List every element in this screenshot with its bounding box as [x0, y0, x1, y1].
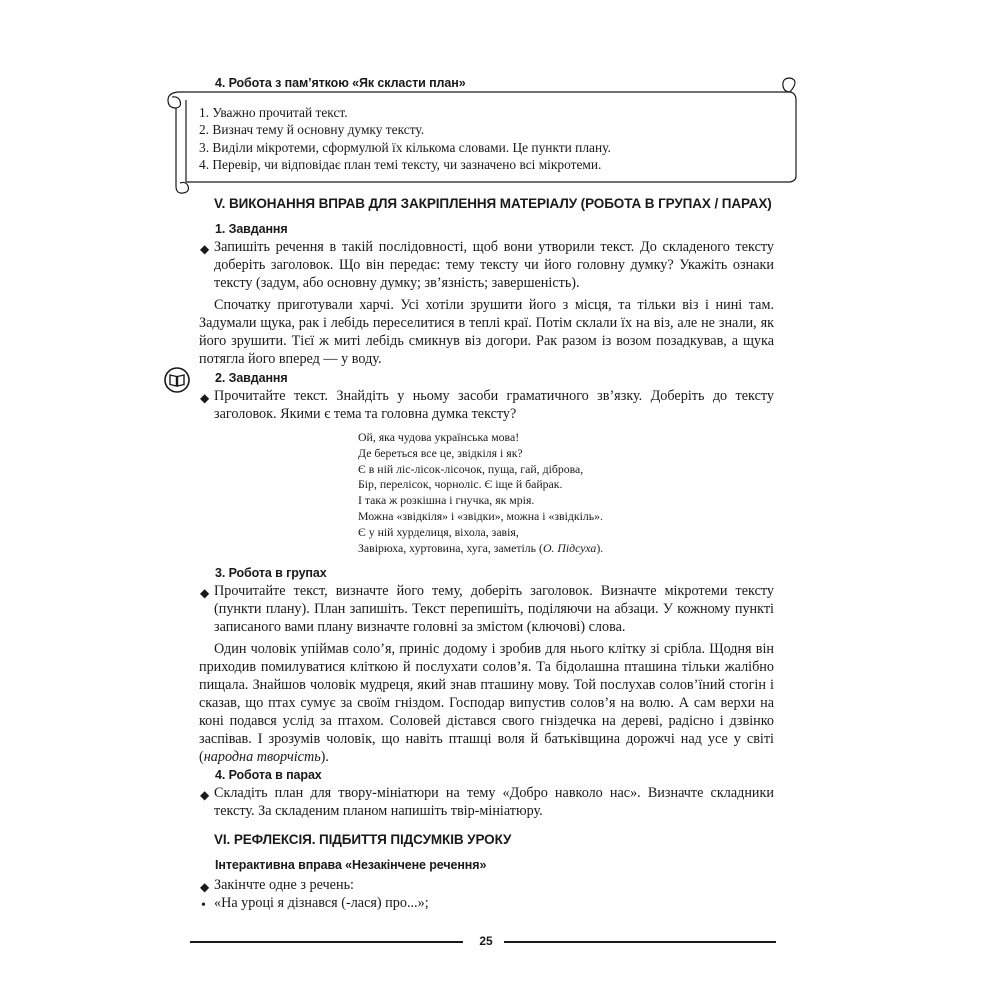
- poem-author: О. Підсуха: [542, 540, 597, 555]
- dot-bullet-icon: •: [201, 898, 206, 913]
- section-6-title: VI. РЕФЛЕКСІЯ. ПІДБИТТЯ ПІДСУМКІВ УРОКУ: [214, 832, 512, 847]
- memo-item: 4. Перевір, чи відповідає план темі тексту, чи зазначено всі мікротеми.: [199, 156, 602, 172]
- poem-line: Можна «звідкіля» і «звідки», можна і «звідкіль».: [358, 508, 603, 523]
- task2-heading: 2. Завдання: [215, 371, 288, 385]
- task3-instruction: Прочитайте текст, визначте його тему, доберіть заголовок. Визначте мікротеми тексту (пункти плану). План запишіть. Текст перепишіть, поділяючи на абзаци. У кожному пункті записаного вами плану визначте головні за змістом (ключові) слова.: [214, 583, 774, 635]
- diamond-bullet-icon: ◆: [200, 586, 210, 600]
- section-5-title: V. ВИКОНАННЯ ВПРАВ ДЛЯ ЗАКРІПЛЕННЯ МАТЕРІАЛУ (РОБОТА В ГРУПАХ / ПАРАХ): [214, 196, 772, 211]
- task2-instruction: Прочитайте текст. Знайдіть у ньому засоби граматичного зв’язку. Доберіть до тексту заголовок. Якими є тема та головна думка тексту?: [214, 388, 774, 422]
- poem: [358, 430, 603, 556]
- task4-heading: 4. Робота в парах: [215, 768, 322, 782]
- task3-text-source: народна творчість: [203, 749, 321, 765]
- task3-text-end: ).: [320, 749, 329, 765]
- poem-last-text: Завірюха, хуртовина, хуга, заметіль (: [358, 540, 543, 555]
- diamond-bullet-icon: ◆: [200, 242, 210, 256]
- poem-line: Є в ній ліс-лісок-лісочок, пуща, гай, діброва,: [358, 461, 584, 476]
- poem-end: ).: [596, 540, 604, 555]
- task3-text: [199, 640, 774, 766]
- section6-bullet: «На уроці я дізнався (-лася) про...»;: [214, 895, 429, 911]
- footer-rule-right: [504, 941, 776, 943]
- poem-line-last: [358, 541, 603, 557]
- footer-rule-left: [190, 941, 463, 943]
- page-number: 25: [479, 934, 493, 948]
- memo-heading: 4. Робота з пам’яткою «Як скласти план»: [215, 76, 466, 90]
- diamond-bullet-icon: ◆: [200, 788, 210, 802]
- memo-list: [199, 104, 789, 173]
- task4-instruction: Складіть план для твору-мініатюри на тему «Добро навколо нас». Визначте складники тексту. За складеним планом напишіть твір-мініатюру.: [214, 785, 774, 819]
- poem-line: Ой, яка чудова українська мова!: [358, 430, 520, 444]
- task1-text: Спочатку приготували харчі. Усі хотіли зрушити його з місця, та тільки віз і нині там. Задумали щука, рак і лебідь переселитися в теплі краї. Потім склали їх на віз, але не знали, як його зрушити. Тієї ж миті лебідь смикнув віз догори. Рак разом із возом позадкував, а щука потягла його вперед — у воду.: [199, 297, 774, 367]
- memo-item: 1. Уважно прочитай текст.: [199, 105, 348, 120]
- section6-bullet: Закінчте одне з речень:: [214, 877, 354, 893]
- diamond-bullet-icon: ◆: [200, 880, 210, 894]
- task3-heading: 3. Робота в групах: [215, 566, 327, 580]
- poem-line: Є у ній хурделиця, віхола, завія,: [358, 524, 519, 539]
- open-book-icon: [164, 367, 190, 393]
- memo-item: 3. Виділи мікротеми, сформулюй їх кількома словами. Це пункти плану.: [199, 139, 611, 155]
- task3-text-body: Один чоловік упіймав соло’я, приніс додому і зробив для нього клітку зі срібла. Щодня він приходив помилуватися кліткою й послухати солов’я. Та бідолашна пташина тільки жалібно пищала. Знайшов чоловік мудреця, який знав пташину мову. Той послухав солов’їний стогін і сказав, що птах сумує за своїм гніздом. Господар випустив солов’я на волю. А сам верхи на коні подався услід за птахом. Соловей дістався свого гніздечка на дереві, радісно і дзвінко заспівав. І зрозумів чоловік, що навіть пташці воля й батьківщина дорожчі над усе у світі (: [199, 641, 774, 765]
- task1-instruction: Запишіть речення в такій послідовності, щоб вони утворили текст. До складеного тексту доберіть заголовок. Що він передає: тему тексту чи його головну думку? Укажіть ознаки тексту (задум, або основну думку; зв’язність; завершеність).: [214, 239, 774, 291]
- poem-line: І така ж розкішна і гнучка, як мрія.: [358, 493, 535, 508]
- memo-item: 2. Визнач тему й основну думку тексту.: [199, 122, 425, 138]
- poem-line: Бір, перелісок, чорноліс. Є іще й байрак.: [358, 477, 563, 492]
- exercise-heading: Інтерактивна вправа «Незакінчене речення»: [215, 858, 487, 872]
- diamond-bullet-icon: ◆: [200, 391, 210, 405]
- task1-heading: 1. Завдання: [215, 222, 288, 236]
- poem-line: Де береться все це, звідкіля і як?: [358, 445, 523, 460]
